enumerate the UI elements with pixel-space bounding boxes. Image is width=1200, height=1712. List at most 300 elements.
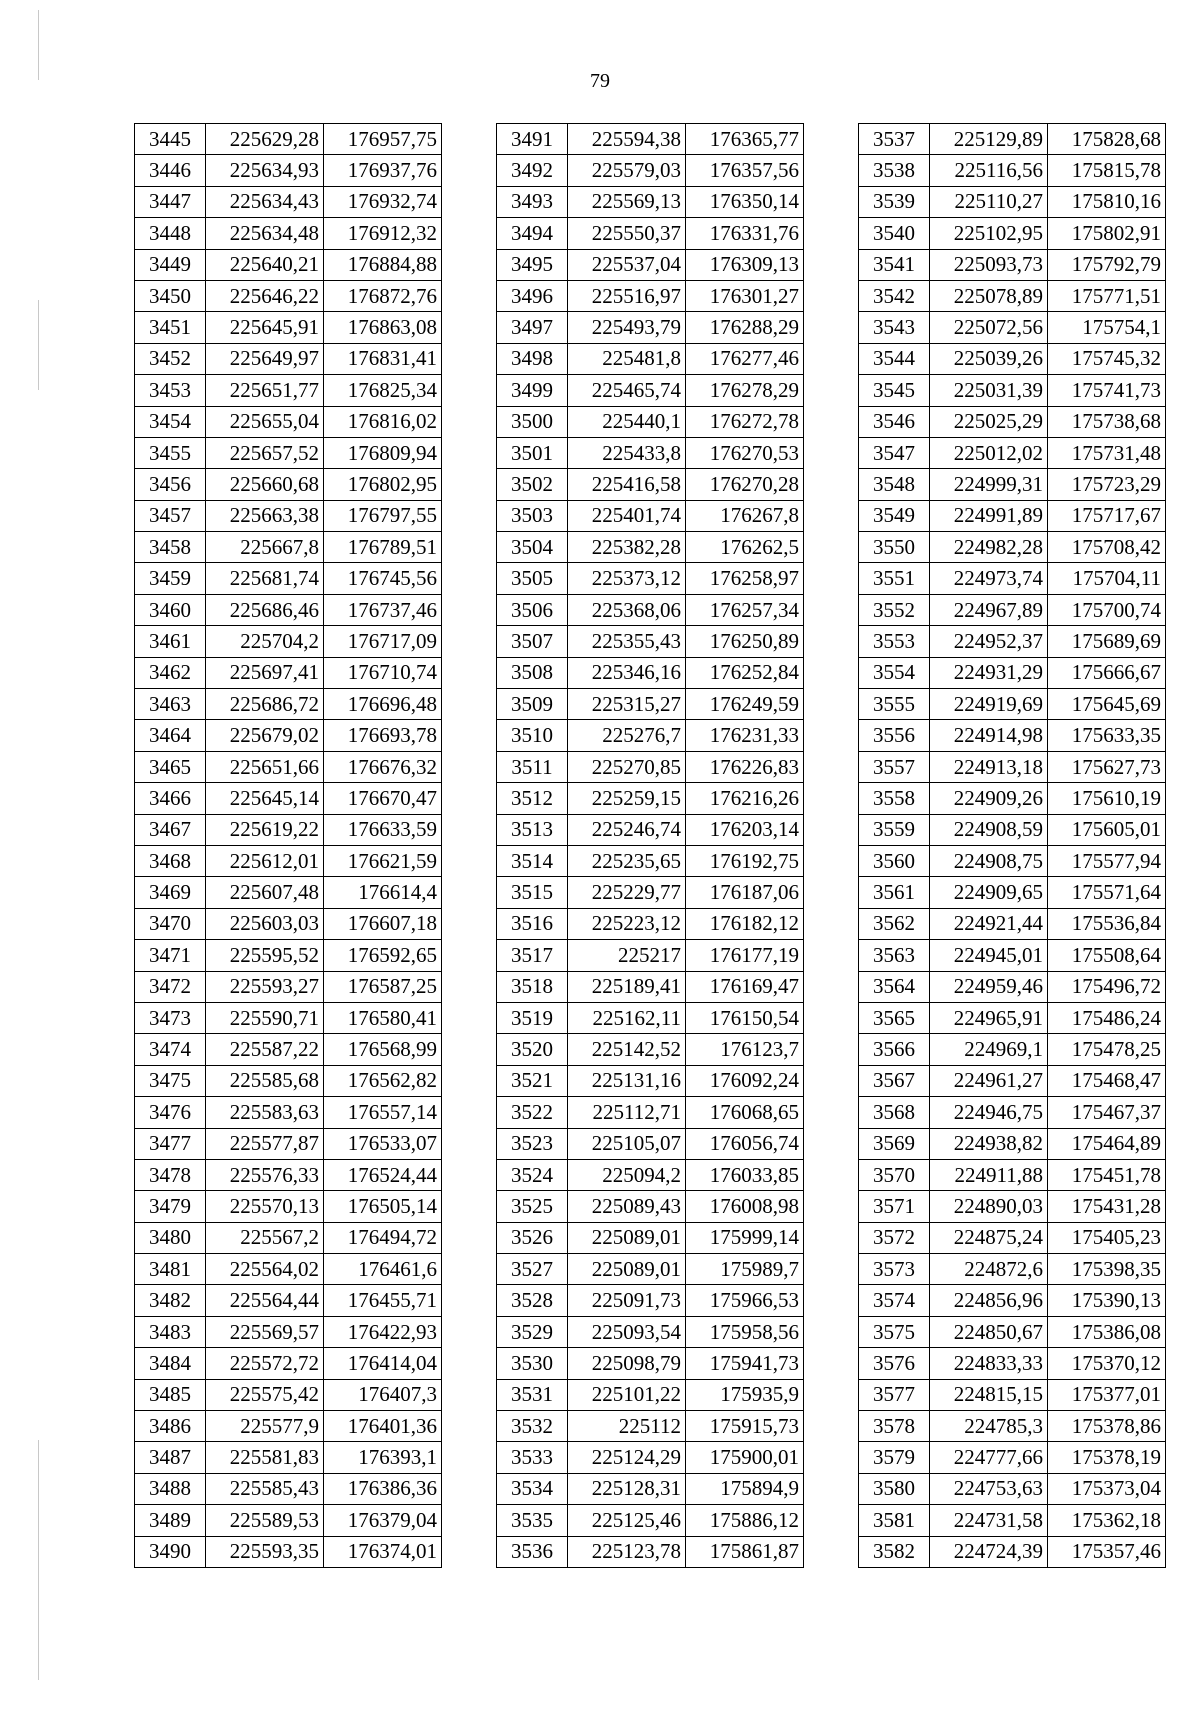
x-coordinate-cell: 225564,44 bbox=[206, 1285, 324, 1316]
point-number-cell: 3517 bbox=[497, 940, 568, 971]
point-number-cell: 3555 bbox=[859, 689, 930, 720]
x-coordinate-cell: 225072,56 bbox=[930, 312, 1048, 343]
y-coordinate-cell: 175935,9 bbox=[686, 1379, 804, 1410]
point-number-cell: 3447 bbox=[135, 186, 206, 217]
y-coordinate-cell: 176226,83 bbox=[686, 751, 804, 782]
x-coordinate-cell: 225093,54 bbox=[568, 1316, 686, 1347]
y-coordinate-cell: 176825,34 bbox=[324, 375, 442, 406]
y-coordinate-cell: 175633,35 bbox=[1048, 720, 1166, 751]
x-coordinate-cell: 224911,88 bbox=[930, 1159, 1048, 1190]
point-number-cell: 3512 bbox=[497, 783, 568, 814]
x-coordinate-cell: 224945,01 bbox=[930, 940, 1048, 971]
x-coordinate-cell: 225612,01 bbox=[206, 845, 324, 876]
point-number-cell: 3486 bbox=[135, 1411, 206, 1442]
y-coordinate-cell: 176957,75 bbox=[324, 124, 442, 155]
x-coordinate-cell: 225315,27 bbox=[568, 689, 686, 720]
y-coordinate-cell: 175708,42 bbox=[1048, 532, 1166, 563]
point-number-cell: 3580 bbox=[859, 1473, 930, 1504]
x-coordinate-cell: 225078,89 bbox=[930, 280, 1048, 311]
y-coordinate-cell: 176696,48 bbox=[324, 689, 442, 720]
point-number-cell: 3556 bbox=[859, 720, 930, 751]
x-coordinate-cell: 225589,53 bbox=[206, 1505, 324, 1536]
x-coordinate-cell: 224856,96 bbox=[930, 1285, 1048, 1316]
y-coordinate-cell: 176008,98 bbox=[686, 1191, 804, 1222]
point-number-cell: 3546 bbox=[859, 406, 930, 437]
x-coordinate-cell: 225229,77 bbox=[568, 877, 686, 908]
x-coordinate-cell: 225667,8 bbox=[206, 532, 324, 563]
point-number-cell: 3501 bbox=[497, 437, 568, 468]
point-number-cell: 3511 bbox=[497, 751, 568, 782]
table-row bbox=[497, 1159, 804, 1190]
coordinate-table bbox=[134, 123, 442, 1568]
table-row bbox=[135, 155, 442, 186]
x-coordinate-cell: 225629,28 bbox=[206, 124, 324, 155]
table-row bbox=[497, 594, 804, 625]
table-row bbox=[859, 1222, 1166, 1253]
table-row bbox=[135, 437, 442, 468]
x-coordinate-cell: 224999,31 bbox=[930, 469, 1048, 500]
y-coordinate-cell: 176177,19 bbox=[686, 940, 804, 971]
x-coordinate-cell: 225576,33 bbox=[206, 1159, 324, 1190]
scan-margin-line bbox=[38, 1440, 39, 1680]
x-coordinate-cell: 225640,21 bbox=[206, 249, 324, 280]
y-coordinate-cell: 175605,01 bbox=[1048, 814, 1166, 845]
y-coordinate-cell: 176350,14 bbox=[686, 186, 804, 217]
point-number-cell: 3473 bbox=[135, 1002, 206, 1033]
point-number-cell: 3498 bbox=[497, 343, 568, 374]
x-coordinate-cell: 225569,57 bbox=[206, 1316, 324, 1347]
y-coordinate-cell: 176932,74 bbox=[324, 186, 442, 217]
x-coordinate-cell: 224973,74 bbox=[930, 563, 1048, 594]
y-coordinate-cell: 176252,84 bbox=[686, 657, 804, 688]
point-number-cell: 3572 bbox=[859, 1222, 930, 1253]
y-coordinate-cell: 175689,69 bbox=[1048, 626, 1166, 657]
y-coordinate-cell: 175478,25 bbox=[1048, 1034, 1166, 1065]
x-coordinate-cell: 225704,2 bbox=[206, 626, 324, 657]
table-row bbox=[497, 437, 804, 468]
y-coordinate-cell: 176169,47 bbox=[686, 971, 804, 1002]
y-coordinate-cell: 176607,18 bbox=[324, 908, 442, 939]
y-coordinate-cell: 176533,07 bbox=[324, 1128, 442, 1159]
x-coordinate-cell: 224785,3 bbox=[930, 1411, 1048, 1442]
x-coordinate-cell: 225567,2 bbox=[206, 1222, 324, 1253]
y-coordinate-cell: 175915,73 bbox=[686, 1411, 804, 1442]
y-coordinate-cell: 175754,1 bbox=[1048, 312, 1166, 343]
x-coordinate-cell: 224731,58 bbox=[930, 1505, 1048, 1536]
point-number-cell: 3462 bbox=[135, 657, 206, 688]
coordinate-table-body bbox=[859, 124, 1166, 1568]
y-coordinate-cell: 176288,29 bbox=[686, 312, 804, 343]
point-number-cell: 3509 bbox=[497, 689, 568, 720]
x-coordinate-cell: 225569,13 bbox=[568, 186, 686, 217]
y-coordinate-cell: 175468,47 bbox=[1048, 1065, 1166, 1096]
table-row bbox=[859, 1473, 1166, 1504]
x-coordinate-cell: 225537,04 bbox=[568, 249, 686, 280]
point-number-cell: 3518 bbox=[497, 971, 568, 1002]
y-coordinate-cell: 176863,08 bbox=[324, 312, 442, 343]
y-coordinate-cell: 175610,19 bbox=[1048, 783, 1166, 814]
y-coordinate-cell: 176187,06 bbox=[686, 877, 804, 908]
x-coordinate-cell: 224991,89 bbox=[930, 500, 1048, 531]
table-row bbox=[497, 1536, 804, 1567]
point-number-cell: 3521 bbox=[497, 1065, 568, 1096]
point-number-cell: 3515 bbox=[497, 877, 568, 908]
point-number-cell: 3575 bbox=[859, 1316, 930, 1347]
x-coordinate-cell: 225128,31 bbox=[568, 1473, 686, 1504]
point-number-cell: 3576 bbox=[859, 1348, 930, 1379]
table-row bbox=[135, 563, 442, 594]
table-row bbox=[135, 249, 442, 280]
y-coordinate-cell: 176557,14 bbox=[324, 1097, 442, 1128]
point-number-cell: 3503 bbox=[497, 500, 568, 531]
x-coordinate-cell: 225102,95 bbox=[930, 218, 1048, 249]
point-number-cell: 3493 bbox=[497, 186, 568, 217]
table-row bbox=[859, 940, 1166, 971]
x-coordinate-cell: 224872,6 bbox=[930, 1254, 1048, 1285]
point-number-cell: 3567 bbox=[859, 1065, 930, 1096]
point-number-cell: 3505 bbox=[497, 563, 568, 594]
point-number-cell: 3550 bbox=[859, 532, 930, 563]
point-number-cell: 3491 bbox=[497, 124, 568, 155]
table-row bbox=[135, 845, 442, 876]
y-coordinate-cell: 175373,04 bbox=[1048, 1473, 1166, 1504]
point-number-cell: 3523 bbox=[497, 1128, 568, 1159]
table-row bbox=[135, 814, 442, 845]
point-number-cell: 3480 bbox=[135, 1222, 206, 1253]
y-coordinate-cell: 176331,76 bbox=[686, 218, 804, 249]
table-row bbox=[859, 1316, 1166, 1347]
point-number-cell: 3467 bbox=[135, 814, 206, 845]
table-row bbox=[859, 249, 1166, 280]
table-row bbox=[135, 1316, 442, 1347]
x-coordinate-cell: 224919,69 bbox=[930, 689, 1048, 720]
table-row bbox=[859, 1348, 1166, 1379]
point-number-cell: 3500 bbox=[497, 406, 568, 437]
table-row bbox=[497, 1222, 804, 1253]
y-coordinate-cell: 175738,68 bbox=[1048, 406, 1166, 437]
point-number-cell: 3516 bbox=[497, 908, 568, 939]
x-coordinate-cell: 224921,44 bbox=[930, 908, 1048, 939]
x-coordinate-cell: 225663,38 bbox=[206, 500, 324, 531]
point-number-cell: 3563 bbox=[859, 940, 930, 971]
x-coordinate-cell: 225110,27 bbox=[930, 186, 1048, 217]
x-coordinate-cell: 225189,41 bbox=[568, 971, 686, 1002]
x-coordinate-cell: 225655,04 bbox=[206, 406, 324, 437]
table-row bbox=[135, 343, 442, 374]
x-coordinate-cell: 225585,43 bbox=[206, 1473, 324, 1504]
table-row bbox=[859, 783, 1166, 814]
y-coordinate-cell: 176357,56 bbox=[686, 155, 804, 186]
table-row bbox=[135, 406, 442, 437]
x-coordinate-cell: 224777,66 bbox=[930, 1442, 1048, 1473]
y-coordinate-cell: 175802,91 bbox=[1048, 218, 1166, 249]
point-number-cell: 3499 bbox=[497, 375, 568, 406]
table-row bbox=[859, 594, 1166, 625]
y-coordinate-cell: 176250,89 bbox=[686, 626, 804, 657]
point-number-cell: 3557 bbox=[859, 751, 930, 782]
point-number-cell: 3541 bbox=[859, 249, 930, 280]
y-coordinate-cell: 176455,71 bbox=[324, 1285, 442, 1316]
table-row bbox=[859, 1002, 1166, 1033]
point-number-cell: 3458 bbox=[135, 532, 206, 563]
point-number-cell: 3477 bbox=[135, 1128, 206, 1159]
point-number-cell: 3506 bbox=[497, 594, 568, 625]
x-coordinate-cell: 225572,72 bbox=[206, 1348, 324, 1379]
y-coordinate-cell: 175386,08 bbox=[1048, 1316, 1166, 1347]
table-row bbox=[859, 532, 1166, 563]
y-coordinate-cell: 176123,7 bbox=[686, 1034, 804, 1065]
table-row bbox=[859, 751, 1166, 782]
point-number-cell: 3545 bbox=[859, 375, 930, 406]
point-number-cell: 3490 bbox=[135, 1536, 206, 1567]
y-coordinate-cell: 176494,72 bbox=[324, 1222, 442, 1253]
table-row bbox=[135, 1191, 442, 1222]
table-row bbox=[135, 1128, 442, 1159]
y-coordinate-cell: 175451,78 bbox=[1048, 1159, 1166, 1190]
table-row bbox=[497, 1097, 804, 1128]
point-number-cell: 3455 bbox=[135, 437, 206, 468]
y-coordinate-cell: 176374,01 bbox=[324, 1536, 442, 1567]
table-row bbox=[859, 1097, 1166, 1128]
point-number-cell: 3468 bbox=[135, 845, 206, 876]
point-number-cell: 3496 bbox=[497, 280, 568, 311]
table-row bbox=[497, 1128, 804, 1159]
y-coordinate-cell: 176937,76 bbox=[324, 155, 442, 186]
point-number-cell: 3459 bbox=[135, 563, 206, 594]
y-coordinate-cell: 175966,53 bbox=[686, 1285, 804, 1316]
table-row bbox=[859, 500, 1166, 531]
point-number-cell: 3497 bbox=[497, 312, 568, 343]
x-coordinate-cell: 224946,75 bbox=[930, 1097, 1048, 1128]
y-coordinate-cell: 175792,79 bbox=[1048, 249, 1166, 280]
x-coordinate-cell: 225634,93 bbox=[206, 155, 324, 186]
y-coordinate-cell: 176461,6 bbox=[324, 1254, 442, 1285]
y-coordinate-cell: 175941,73 bbox=[686, 1348, 804, 1379]
table-row bbox=[135, 1034, 442, 1065]
x-coordinate-cell: 225089,01 bbox=[568, 1222, 686, 1253]
y-coordinate-cell: 175810,16 bbox=[1048, 186, 1166, 217]
x-coordinate-cell: 225651,77 bbox=[206, 375, 324, 406]
table-row bbox=[497, 312, 804, 343]
table-row bbox=[859, 1254, 1166, 1285]
table-row bbox=[859, 437, 1166, 468]
x-coordinate-cell: 225686,46 bbox=[206, 594, 324, 625]
table-row bbox=[497, 1442, 804, 1473]
table-row bbox=[135, 877, 442, 908]
y-coordinate-cell: 175645,69 bbox=[1048, 689, 1166, 720]
table-row bbox=[497, 1316, 804, 1347]
table-row bbox=[497, 908, 804, 939]
table-row bbox=[859, 689, 1166, 720]
x-coordinate-cell: 225382,28 bbox=[568, 532, 686, 563]
x-coordinate-cell: 225440,1 bbox=[568, 406, 686, 437]
x-coordinate-cell: 225368,06 bbox=[568, 594, 686, 625]
point-number-cell: 3560 bbox=[859, 845, 930, 876]
coordinate-table-body bbox=[497, 124, 804, 1568]
point-number-cell: 3527 bbox=[497, 1254, 568, 1285]
y-coordinate-cell: 175771,51 bbox=[1048, 280, 1166, 311]
point-number-cell: 3562 bbox=[859, 908, 930, 939]
point-number-cell: 3489 bbox=[135, 1505, 206, 1536]
x-coordinate-cell: 224938,82 bbox=[930, 1128, 1048, 1159]
x-coordinate-cell: 225098,79 bbox=[568, 1348, 686, 1379]
x-coordinate-cell: 225579,03 bbox=[568, 155, 686, 186]
y-coordinate-cell: 176257,34 bbox=[686, 594, 804, 625]
point-number-cell: 3483 bbox=[135, 1316, 206, 1347]
point-number-cell: 3464 bbox=[135, 720, 206, 751]
x-coordinate-cell: 225603,03 bbox=[206, 908, 324, 939]
table-row bbox=[497, 845, 804, 876]
table-row bbox=[859, 280, 1166, 311]
y-coordinate-cell: 176092,24 bbox=[686, 1065, 804, 1096]
table-row bbox=[497, 1002, 804, 1033]
y-coordinate-cell: 176884,88 bbox=[324, 249, 442, 280]
x-coordinate-cell: 225570,13 bbox=[206, 1191, 324, 1222]
table-row bbox=[859, 343, 1166, 374]
x-coordinate-cell: 224931,29 bbox=[930, 657, 1048, 688]
table-row bbox=[135, 500, 442, 531]
y-coordinate-cell: 175700,74 bbox=[1048, 594, 1166, 625]
x-coordinate-cell: 225645,14 bbox=[206, 783, 324, 814]
table-row bbox=[135, 186, 442, 217]
point-number-cell: 3577 bbox=[859, 1379, 930, 1410]
point-number-cell: 3559 bbox=[859, 814, 930, 845]
y-coordinate-cell: 176580,41 bbox=[324, 1002, 442, 1033]
x-coordinate-cell: 224833,33 bbox=[930, 1348, 1048, 1379]
point-number-cell: 3526 bbox=[497, 1222, 568, 1253]
x-coordinate-cell: 224724,39 bbox=[930, 1536, 1048, 1567]
point-number-cell: 3457 bbox=[135, 500, 206, 531]
point-number-cell: 3460 bbox=[135, 594, 206, 625]
x-coordinate-cell: 225593,35 bbox=[206, 1536, 324, 1567]
point-number-cell: 3574 bbox=[859, 1285, 930, 1316]
scan-margin-line bbox=[38, 10, 39, 80]
y-coordinate-cell: 176710,74 bbox=[324, 657, 442, 688]
y-coordinate-cell: 175378,86 bbox=[1048, 1411, 1166, 1442]
y-coordinate-cell: 175704,11 bbox=[1048, 563, 1166, 594]
y-coordinate-cell: 176422,93 bbox=[324, 1316, 442, 1347]
point-number-cell: 3551 bbox=[859, 563, 930, 594]
y-coordinate-cell: 176587,25 bbox=[324, 971, 442, 1002]
x-coordinate-cell: 225025,29 bbox=[930, 406, 1048, 437]
table-row bbox=[135, 469, 442, 500]
table-row bbox=[497, 1379, 804, 1410]
x-coordinate-cell: 225594,38 bbox=[568, 124, 686, 155]
point-number-cell: 3539 bbox=[859, 186, 930, 217]
point-number-cell: 3534 bbox=[497, 1473, 568, 1504]
y-coordinate-cell: 176270,53 bbox=[686, 437, 804, 468]
x-coordinate-cell: 224961,27 bbox=[930, 1065, 1048, 1096]
y-coordinate-cell: 176192,75 bbox=[686, 845, 804, 876]
table-row bbox=[859, 814, 1166, 845]
table-row bbox=[859, 155, 1166, 186]
table-row bbox=[135, 940, 442, 971]
point-number-cell: 3474 bbox=[135, 1034, 206, 1065]
y-coordinate-cell: 176524,44 bbox=[324, 1159, 442, 1190]
table-row bbox=[859, 908, 1166, 939]
point-number-cell: 3475 bbox=[135, 1065, 206, 1096]
x-coordinate-cell: 224908,59 bbox=[930, 814, 1048, 845]
point-number-cell: 3529 bbox=[497, 1316, 568, 1347]
y-coordinate-cell: 175398,35 bbox=[1048, 1254, 1166, 1285]
point-number-cell: 3471 bbox=[135, 940, 206, 971]
table-row bbox=[497, 375, 804, 406]
x-coordinate-cell: 224965,91 bbox=[930, 1002, 1048, 1033]
y-coordinate-cell: 175357,46 bbox=[1048, 1536, 1166, 1567]
point-number-cell: 3538 bbox=[859, 155, 930, 186]
y-coordinate-cell: 176676,32 bbox=[324, 751, 442, 782]
point-number-cell: 3578 bbox=[859, 1411, 930, 1442]
y-coordinate-cell: 175370,12 bbox=[1048, 1348, 1166, 1379]
x-coordinate-cell: 225125,46 bbox=[568, 1505, 686, 1536]
x-coordinate-cell: 225590,71 bbox=[206, 1002, 324, 1033]
table-row bbox=[497, 689, 804, 720]
coordinate-table bbox=[858, 123, 1166, 1568]
x-coordinate-cell: 224875,24 bbox=[930, 1222, 1048, 1253]
y-coordinate-cell: 176831,41 bbox=[324, 343, 442, 374]
y-coordinate-cell: 176393,1 bbox=[324, 1442, 442, 1473]
y-coordinate-cell: 176693,78 bbox=[324, 720, 442, 751]
y-coordinate-cell: 176182,12 bbox=[686, 908, 804, 939]
y-coordinate-cell: 176633,59 bbox=[324, 814, 442, 845]
point-number-cell: 3548 bbox=[859, 469, 930, 500]
table-row bbox=[135, 626, 442, 657]
point-number-cell: 3481 bbox=[135, 1254, 206, 1285]
point-number-cell: 3492 bbox=[497, 155, 568, 186]
point-number-cell: 3502 bbox=[497, 469, 568, 500]
x-coordinate-cell: 225595,52 bbox=[206, 940, 324, 971]
x-coordinate-cell: 225217 bbox=[568, 940, 686, 971]
table-row bbox=[859, 406, 1166, 437]
x-coordinate-cell: 225433,8 bbox=[568, 437, 686, 468]
point-number-cell: 3582 bbox=[859, 1536, 930, 1567]
point-number-cell: 3533 bbox=[497, 1442, 568, 1473]
point-number-cell: 3579 bbox=[859, 1442, 930, 1473]
point-number-cell: 3448 bbox=[135, 218, 206, 249]
table-row bbox=[135, 720, 442, 751]
page-number: 79 bbox=[590, 70, 610, 92]
point-number-cell: 3445 bbox=[135, 124, 206, 155]
y-coordinate-cell: 175731,48 bbox=[1048, 437, 1166, 468]
table-row bbox=[497, 218, 804, 249]
table-row bbox=[497, 563, 804, 594]
y-coordinate-cell: 175717,67 bbox=[1048, 500, 1166, 531]
x-coordinate-cell: 224967,89 bbox=[930, 594, 1048, 625]
point-number-cell: 3581 bbox=[859, 1505, 930, 1536]
x-coordinate-cell: 224952,37 bbox=[930, 626, 1048, 657]
x-coordinate-cell: 225607,48 bbox=[206, 877, 324, 908]
table-row bbox=[497, 532, 804, 563]
table-row bbox=[135, 1222, 442, 1253]
x-coordinate-cell: 224890,03 bbox=[930, 1191, 1048, 1222]
y-coordinate-cell: 175723,29 bbox=[1048, 469, 1166, 500]
point-number-cell: 3552 bbox=[859, 594, 930, 625]
table-row bbox=[135, 751, 442, 782]
x-coordinate-cell: 225651,66 bbox=[206, 751, 324, 782]
table-row bbox=[859, 124, 1166, 155]
table-row bbox=[135, 124, 442, 155]
point-number-cell: 3446 bbox=[135, 155, 206, 186]
table-row bbox=[497, 1505, 804, 1536]
point-number-cell: 3488 bbox=[135, 1473, 206, 1504]
x-coordinate-cell: 225587,22 bbox=[206, 1034, 324, 1065]
point-number-cell: 3451 bbox=[135, 312, 206, 343]
point-number-cell: 3478 bbox=[135, 1159, 206, 1190]
x-coordinate-cell: 225686,72 bbox=[206, 689, 324, 720]
table-row bbox=[497, 124, 804, 155]
table-row bbox=[135, 1348, 442, 1379]
y-coordinate-cell: 176802,95 bbox=[324, 469, 442, 500]
